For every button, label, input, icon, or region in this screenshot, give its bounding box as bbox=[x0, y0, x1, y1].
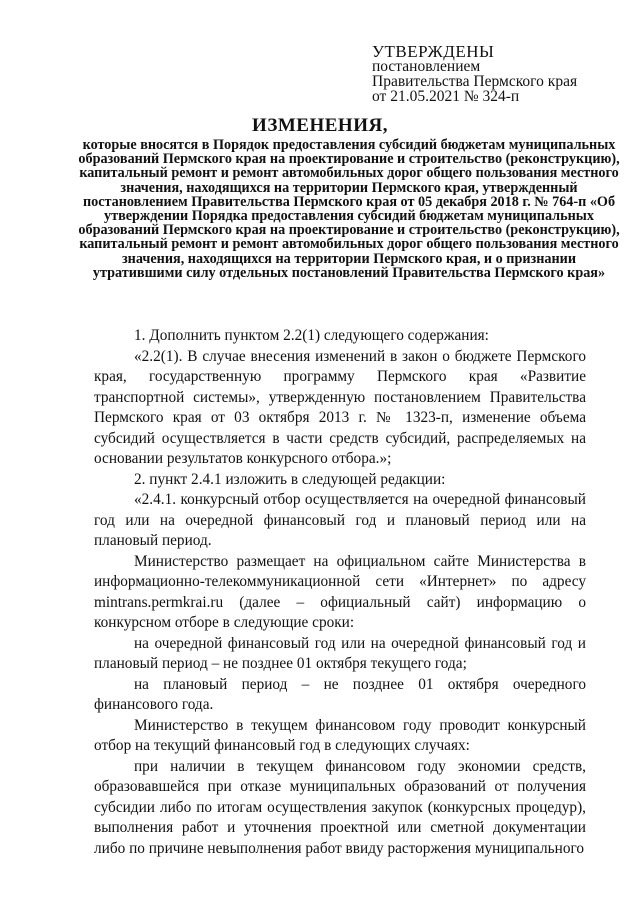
paragraph: 2. пункт 2.4.1 изложить в следующей редакции: bbox=[134, 470, 446, 488]
approval-date: от 21.05.2021 № 324-п bbox=[372, 88, 520, 105]
approval-line: Правительства Пермского края bbox=[372, 73, 578, 90]
approval-heading: УТВЕРЖДЕНЫ bbox=[372, 42, 495, 61]
paragraph: при наличии в текущем финансовом году экономии средств, образовавшейся при отказе муниципальных образований от получения субсидии либо по итогам осуществления закупок (конкурсных процедур), выполнения работ и уточнения проектной или сметной документации либо по причине невыполнения работ ввиду расторжения муниципального bbox=[94, 757, 586, 857]
document-title: ИЗМЕНЕНИЯ, bbox=[252, 115, 388, 136]
paragraph: Министерство в текущем финансовом году проводит конкурсный отбор на текущий финансовый год в следующих случаях: bbox=[94, 716, 586, 754]
paragraph: 1. Дополнить пунктом 2.2(1) следующего содержания: bbox=[134, 327, 489, 344]
paragraph: на плановый период – не позднее 01 октября очередного финансового года. bbox=[94, 675, 586, 713]
approval-stamp bbox=[372, 44, 577, 104]
paragraph: «2.4.1. конкурсный отбор осуществляется на очередной финансовый год или на очередной финансовый год и плановый период или на плановый период. bbox=[94, 491, 586, 549]
document-subtitle: которые вносятся в Порядок предоставления субсидий бюджетам муниципальных образований Пермского края на проектирование и строительство (реконструкцию), капитальный ремонт и ремонт автомобильных дорог общего пользования местного значения, находящихся на территории Пермского края, утвержденный постановлением Правительства Пермского края от 05 декабря 2018 г. № 764-п «Об утверждении Порядка предоставления субсидий бюджетам муниципальных образований Пермского края на проектирование и строительство (реконструкцию), капитальный ремонт и ремонт автомобильных дорог общего пользования местного значения, находящихся на территории Пермского края, и о признании утратившими силу отдельных постановлений Правительства Пермского края» bbox=[78, 137, 620, 281]
approval-line: постановлением bbox=[372, 58, 481, 75]
paragraph: на очередной финансовый год или на очередной финансовый год и плановый период – не позднее 01 октября текущего года; bbox=[94, 634, 586, 672]
paragraph: «2.2(1). В случае внесения изменений в закон о бюджете Пермского края, государственную программу Пермского края «Развитие транспортной системы», утвержденную постановлением Правительства Пермского края от 03 октября 2013 г. № 1323-п, изменение объема субсидий осуществляется в части средств субсидий, распределяемых на основании результатов конкурсного отбора.»; bbox=[94, 347, 586, 467]
paragraph: Министерство размещает на официальном сайте Министерства в информационно-телекоммуникационной сети «Интернет» по адресу mintrans.permkrai.ru (далее – официальный сайт) информацию о конкурсном отборе в следующие сроки: bbox=[94, 552, 586, 631]
document-body bbox=[94, 326, 586, 859]
